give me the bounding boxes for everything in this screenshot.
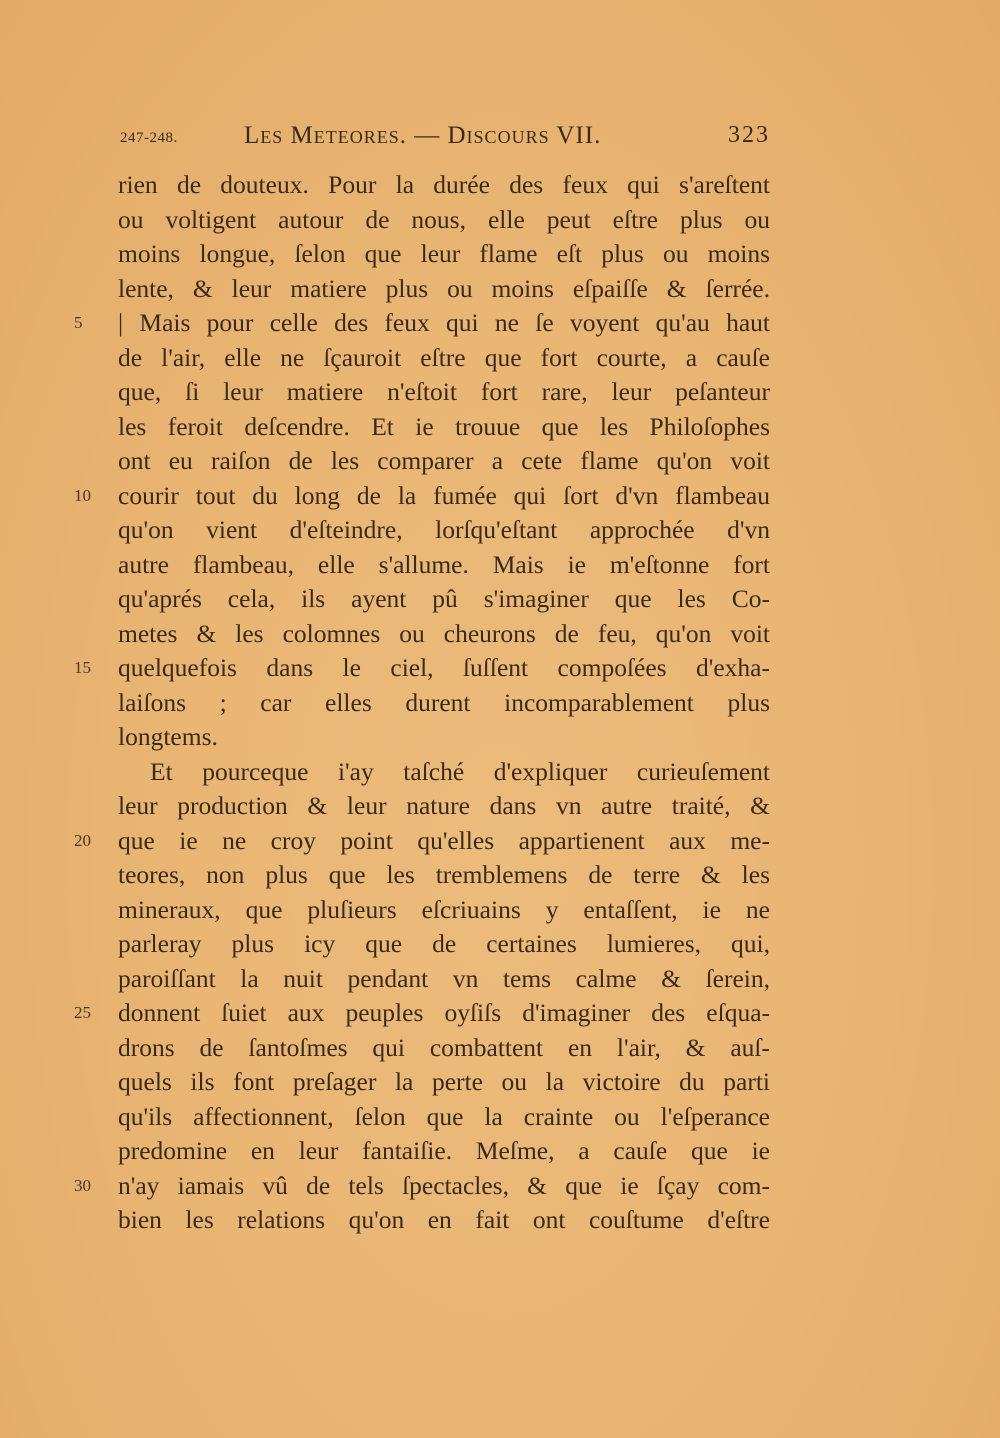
header-page-range: 247-248. — [120, 130, 178, 146]
page-number: 323 — [728, 122, 770, 148]
text-line — [74, 824, 770, 859]
line-text: predomine en leur fantaiſie. Meſme, a cauſe que ie — [118, 1136, 770, 1165]
line-number: 30 — [74, 1175, 91, 1195]
text-line — [118, 513, 770, 548]
line-number: 5 — [74, 313, 83, 332]
text-line — [118, 893, 770, 928]
text-line — [118, 375, 770, 410]
line-text: ont eu raiſon de les comparer a cete flame qu'on voit — [118, 446, 770, 475]
text-line — [118, 962, 770, 997]
line-text: | Mais pour celle des feux qui ne ſe voyent qu'au haut — [118, 308, 770, 337]
header-title: Les Meteores. — Discours VII. — [244, 122, 602, 149]
text-line — [118, 1031, 770, 1066]
text-line — [118, 789, 770, 824]
line-text: ou voltigent autour de nous, elle peut eſtre plus ou — [118, 204, 770, 234]
text-line — [118, 755, 770, 790]
line-text: leur production & leur nature dans vn autre traité, & — [118, 791, 770, 820]
line-number: 10 — [74, 485, 91, 505]
line-number: 15 — [74, 658, 91, 677]
line-text: moins longue, ſelon que leur flame eſt plus ou moins — [118, 239, 770, 268]
line-text: lente, & leur matiere plus ou moins eſpaiſſe & ſerrée. — [118, 273, 770, 303]
line-text: autre flambeau, elle s'allume. Mais ie m'eſtonne fort — [118, 549, 770, 579]
text-line — [118, 686, 770, 721]
line-text: laiſons ; car elles durent incomparablement plus — [118, 687, 770, 717]
line-text: qu'ils affectionnent, ſelon que la crainte ou l'eſperance — [118, 1101, 770, 1131]
line-text: parleray plus icy que de certaines lumieres, qui, — [118, 929, 770, 958]
text-line — [118, 720, 770, 755]
line-text: teores, non plus que les tremblemens de terre & les — [118, 860, 770, 889]
running-header — [118, 118, 770, 158]
text-line — [74, 996, 770, 1031]
body-text — [74, 168, 770, 1238]
line-number: 25 — [74, 1003, 91, 1022]
text-line — [118, 341, 770, 376]
text-line — [118, 1203, 770, 1238]
line-text: metes & les colomnes ou cheurons de feu, qu'on voit — [118, 618, 770, 648]
text-line — [118, 203, 770, 238]
text-line — [118, 1100, 770, 1135]
text-line — [74, 479, 770, 514]
line-text: n'ay iamais vû de tels ſpectacles, & que ie ſçay com- — [118, 1170, 770, 1200]
line-text: qu'aprés cela, ils ayent pû s'imaginer que les Co- — [118, 584, 770, 613]
line-text: drons de ſantoſmes qui combattent en l'air, & auſ- — [118, 1032, 770, 1062]
line-text: paroiſſant la nuit pendant vn tems calme & ſerein, — [118, 963, 770, 993]
line-text: les feroit deſcendre. Et ie trouue que les Philoſophes — [118, 411, 770, 441]
text-line — [118, 272, 770, 307]
line-text: quels ils font preſager la perte ou la victoire du parti — [118, 1067, 770, 1096]
line-number: 20 — [74, 830, 91, 850]
text-line — [118, 548, 770, 583]
line-text: longtems. — [118, 722, 218, 751]
line-text: mineraux, que pluſieurs eſcriuains y entaſſent, ie ne — [118, 894, 770, 924]
line-text: de l'air, elle ne ſçauroit eſtre que fort courte, a cauſe — [118, 342, 770, 372]
text-line — [118, 582, 770, 617]
line-text: que, ſi leur matiere n'eſtoit fort rare, leur peſanteur — [118, 377, 770, 406]
text-line — [118, 927, 770, 962]
text-line — [118, 1134, 770, 1169]
text-line — [118, 237, 770, 272]
line-text: Et pourceque i'ay taſché d'expliquer curieuſement — [150, 756, 770, 786]
text-line — [118, 168, 770, 203]
line-text: donnent ſuiet aux peuples oyſiſs d'imaginer des eſqua- — [118, 998, 770, 1027]
text-line — [118, 617, 770, 652]
text-line — [74, 1169, 770, 1204]
line-text: bien les relations qu'on en fait ont couſtume d'eſtre — [118, 1205, 770, 1234]
text-line — [118, 858, 770, 893]
line-text: qu'on vient d'eſteindre, lorſqu'eſtant approchée d'vn — [118, 515, 770, 544]
text-line — [118, 1065, 770, 1100]
line-text: rien de douteux. Pour la durée des feux qui s'areſtent — [118, 170, 770, 199]
text-line — [118, 410, 770, 445]
line-text: courir tout du long de la fumée qui ſort d'vn flambeau — [118, 480, 770, 510]
text-line — [74, 306, 770, 341]
line-text: quelquefois dans le ciel, ſuſſent compoſées d'exha- — [118, 653, 770, 682]
text-line — [74, 651, 770, 686]
text-line — [118, 444, 770, 479]
line-text: que ie ne croy point qu'elles appartienent aux me- — [118, 825, 770, 855]
